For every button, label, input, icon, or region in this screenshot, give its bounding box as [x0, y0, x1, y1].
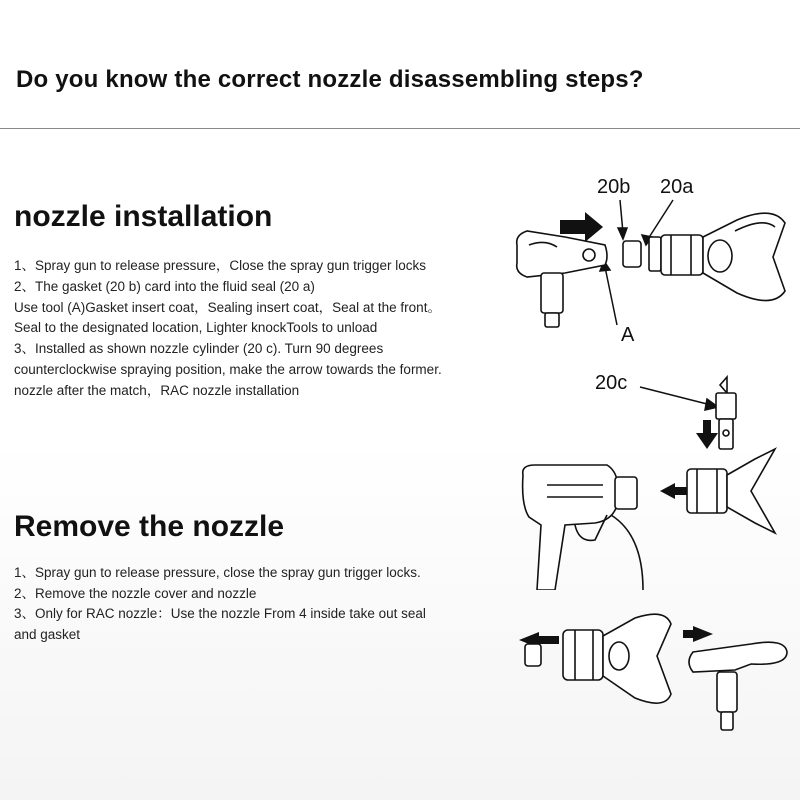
tip-tool-drawing [517, 231, 607, 327]
installation-step-line: counterclockwise spraying position, make the arrow towards the former. [14, 361, 442, 377]
removal-steps [14, 563, 426, 645]
removal-step-line: 3、Only for RAC nozzle：Use the nozzle From 4 inside take out seal [14, 606, 426, 621]
tip-guard-drawing [563, 614, 671, 703]
installation-step-line: nozzle after the match，RAC nozzle installation [14, 382, 300, 398]
page-headline: Do you know the correct nozzle disassembling steps? [16, 66, 644, 93]
removal-step-line: 2、Remove the nozzle cover and nozzle [14, 585, 257, 601]
installation-step-line: 2、The gasket (20 b) card into the fluid seal (20 a) [14, 278, 315, 294]
nozzle-cylinder-drawing [716, 377, 736, 449]
seal-label: 20a [660, 176, 694, 198]
tool-label: A [621, 324, 635, 346]
installation-steps [14, 256, 442, 402]
removal-step-line: 1、Spray gun to release pressure, close the spray gun trigger locks. [14, 565, 421, 580]
down-arrow-icon [696, 420, 718, 449]
cylinder-label: 20c [595, 372, 628, 394]
removal-title: Remove the nozzle [14, 510, 285, 543]
installation-step-line: 3、Installed as shown nozzle cylinder (20 c). Turn 90 degrees [14, 341, 384, 357]
installation-step-line: Seal to the designated location, Lighter knockTools to unload [14, 320, 378, 336]
tip-guard-drawing [687, 449, 775, 533]
leader-lines [640, 387, 718, 410]
removal-diagram [515, 600, 800, 745]
seal-drawing [525, 644, 541, 666]
installation-step-line: 1、Spray gun to release pressure，Close the spray gun trigger locks [14, 258, 426, 273]
removal-step-line: and gasket [14, 626, 81, 642]
installation-diagram [505, 165, 800, 350]
tip-tool-drawing [689, 642, 787, 730]
installation-title: nozzle installation [14, 200, 273, 233]
header-divider [0, 128, 800, 129]
gasket-label: 20b [597, 176, 631, 198]
left-arrow-icon [660, 483, 687, 499]
cylinder-diagram [515, 365, 800, 590]
seal-gasket-drawing [623, 237, 661, 271]
installation-step-line: Use tool (A)Gasket insert coat，Sealing insert coat，Seal at the front。 [14, 299, 441, 315]
tip-guard-drawing [661, 213, 785, 300]
gun-body-drawing [523, 465, 643, 590]
right-arrow-icon [683, 626, 713, 642]
